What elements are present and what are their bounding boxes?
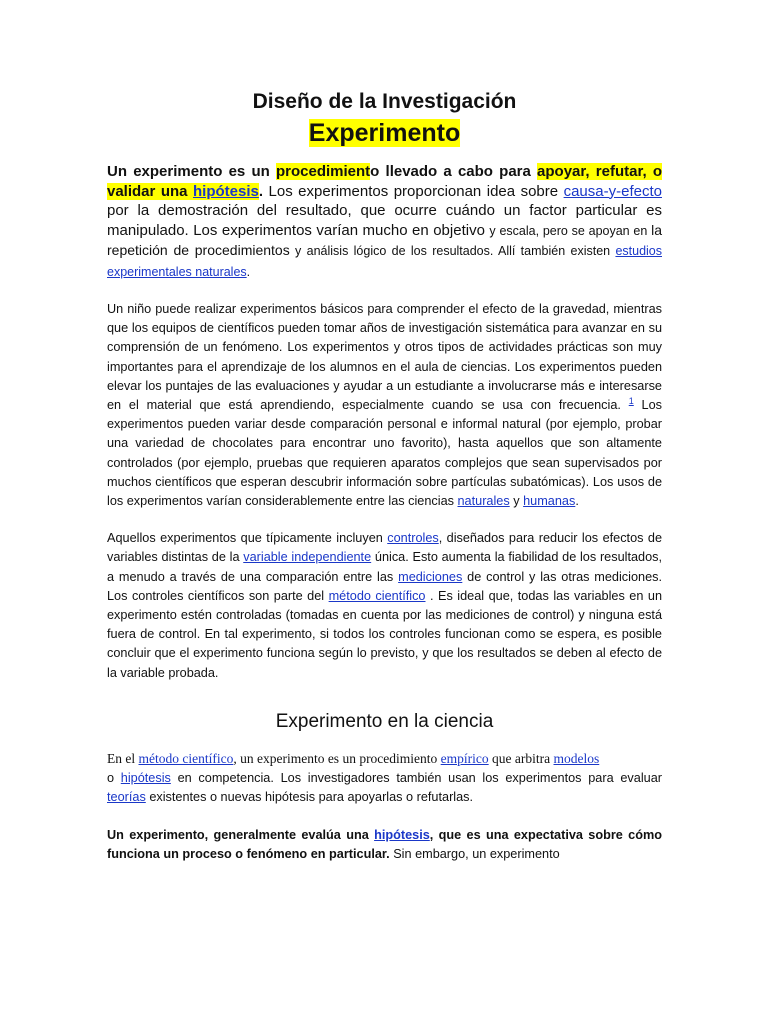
document-title: Diseño de la Investigación [252, 90, 517, 113]
paragraph-3: Aquellos experimentos que típicamente incluyen controles, diseñados para reducir los efectos de variables distintas de la variable independiente única. Esto aumenta la fiabilidad de los resultados, a menudo a través de una comparación entre las mediciones de control y las otras mediciones. Los controles científicos son parte del método científico . Es ideal que, todas las variables en un experimento estén controladas (tomadas en cuenta por las mediciones de control) y ninguna está fuera de control. En tal experimento, si todos los controles funcionan como se espera, es posible concluir que el experimento funciona según lo previsto, y que los resultados se deben al efecto de la variable probada. [107, 531, 663, 680]
intro-paragraph: Un experimento es un procedimiento llevado a cabo para apoyar, refutar, o validar una hipótesis. Los experimentos proporcionan idea sobre causa-y-efecto por la demostración del resultado, que ocurre cuándo un factor particular es manipulado. Los experimentos varían mucho en objetivo y escala, pero se apoyan en la repetición de procedimientos y análisis lógico de los resultados. Allí también existen estudios experimentales naturales. [107, 163, 662, 279]
paragraph-4: En el método científico, un experimento es un procedimiento empírico que arbitra modelos o hipótesis en competencia. Los investigadores también usan los experimentos para evaluar teorías existentes o nuevas hipótesis para apoyarlas o refutarlas. [107, 750, 662, 805]
link-empirico[interactable]: empírico [440, 750, 489, 766]
link-hipotesis-3[interactable]: hipótesis [374, 827, 430, 842]
link-causa-efecto[interactable]: causa-y-efecto [563, 182, 662, 200]
link-teorias[interactable]: teorías [107, 790, 146, 805]
link-hipotesis[interactable]: hipótesis [193, 182, 259, 200]
document-page [107, 88, 662, 864]
paragraph-5: Un experimento, generalmente evalúa una hipótesis, que es una expectativa sobre cómo funciona un proceso o fenómeno en particular. Sin embargo, un experimento [107, 827, 663, 862]
footnote-ref[interactable]: 1 [628, 395, 634, 406]
link-naturales[interactable]: naturales [457, 494, 510, 509]
link-modelos[interactable]: modelos [553, 750, 600, 766]
link-variable-independiente[interactable]: variable independiente [243, 550, 372, 565]
link-hipotesis-2[interactable]: hipótesis [120, 771, 171, 786]
link-metodo-cientifico-2[interactable]: método científico [138, 750, 234, 766]
link-humanas[interactable]: humanas [523, 494, 576, 509]
link-estudios-experimentales[interactable]: estudios experimentales naturales [107, 244, 662, 279]
link-mediciones[interactable]: mediciones [398, 569, 463, 584]
link-metodo-cientifico[interactable]: método científico [328, 588, 426, 603]
document-subtitle: Experimento [308, 119, 461, 147]
link-controles[interactable]: controles [387, 531, 439, 546]
section-heading: Experimento en la ciencia [275, 710, 494, 732]
paragraph-2: Un niño puede realizar experimentos básicos para comprender el efecto de la gravedad, mientras que los equipos de científicos pueden tomar años de investigación sistemática para avanzar en su comprensión de un fenómeno. Los experimentos y otros tipos de actividades prácticas son muy importantes para el aprendizaje de los alumnos en el aula de ciencias. Los experimentos pueden elevar los puntajes de las evaluaciones y ayudar a un estudiante a involucrarse más e interesarse en el material que está aprendiendo, especialmente cuando se usa con frecuencia. $^1$ Los experimentos pueden variar desde comparación personal e informal natural (por ejemplo, probar una variedad de chocolates para encontrar uno favorito), hasta aquellos que son altamente controlados (por ejemplo, pruebas que requieren aparatos complejos que sean supervisados por muchos científicos que esperan descubrir información sobre partículas subatómicas). Los usos de los experimentos varían considerablemente entre las ciencias naturales y humanas. [107, 302, 663, 509]
